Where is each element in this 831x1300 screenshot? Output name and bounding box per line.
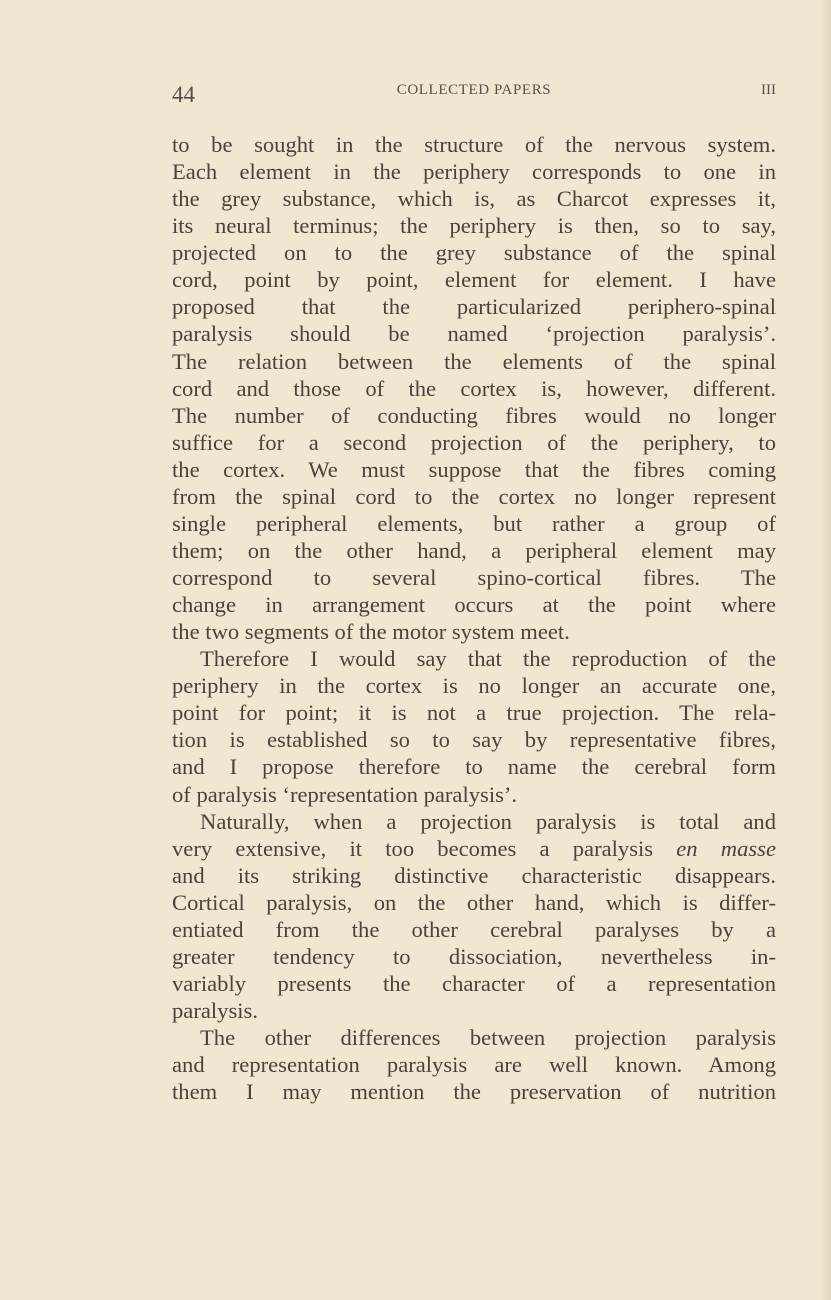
text-line: projected on to the grey substance of the spinal bbox=[172, 240, 776, 266]
running-title: COLLECTED PAPERS bbox=[396, 82, 552, 98]
text-line: the grey substance, which is, as Charcot expresses it, bbox=[172, 186, 776, 212]
text-line: greater tendency to dissociation, nevertheless in- bbox=[172, 943, 776, 969]
text-line: cord and those of the cortex is, however, different. bbox=[172, 375, 776, 401]
text-line: from the spinal cord to the cortex no longer represent bbox=[172, 483, 776, 509]
paragraph-end-line: of paralysis ‘representation paralysis’. bbox=[172, 781, 518, 807]
text-line: and its striking distinctive characteristic disappears. bbox=[172, 862, 776, 888]
paragraph-start-line: Naturally, when a projection paralysis is total and bbox=[200, 808, 776, 834]
text-line bbox=[172, 835, 776, 862]
text-line: tion is established so to say by representative fibres, bbox=[172, 727, 776, 753]
italic-phrase: en masse bbox=[676, 835, 777, 861]
text-line: the cortex. We must suppose that the fibres coming bbox=[172, 456, 776, 482]
text-line: The number of conducting fibres would no longer bbox=[172, 402, 776, 428]
text-line: entiated from the other cerebral paralyses by a bbox=[172, 916, 776, 942]
text-line: them I may mention the preservation of nutrition bbox=[172, 1079, 776, 1105]
text-line: paralysis should be named ‘projection paralysis’. bbox=[172, 321, 776, 347]
paragraph-end-line: paralysis. bbox=[172, 998, 258, 1023]
paragraph-start-line: The other differences between projection paralysis bbox=[200, 1025, 776, 1051]
text-line: Cortical paralysis, on the other hand, which is differ- bbox=[172, 889, 776, 915]
running-head bbox=[172, 80, 776, 110]
page-edge-shadow bbox=[819, 0, 831, 1300]
text-line: proposed that the particularized periphero-spinal bbox=[172, 294, 776, 320]
text-line: suffice for a second projection of the periphery, to bbox=[172, 429, 776, 455]
text-line: The relation between the elements of the spinal bbox=[172, 348, 776, 374]
text-line: single peripheral elements, but rather a group of bbox=[172, 510, 776, 536]
text-line: and representation paralysis are well known. Among bbox=[172, 1052, 776, 1078]
body-text bbox=[172, 131, 776, 1105]
text-line: variably presents the character of a representation bbox=[172, 970, 776, 996]
section-number: III bbox=[761, 82, 776, 98]
text-line: change in arrangement occurs at the point where bbox=[172, 592, 776, 618]
text-line: to be sought in the structure of the nervous system. bbox=[172, 132, 776, 157]
text-line: correspond to several spino-cortical fibres. The bbox=[172, 565, 776, 590]
text-line: cord, point by point, element for element. I have bbox=[172, 267, 776, 293]
text-line: point for point; it is not a true projection. The rela- bbox=[172, 700, 776, 726]
page-number: 44 bbox=[172, 82, 195, 107]
text-line: them; on the other hand, a peripheral element may bbox=[172, 537, 776, 563]
paragraph-end-line: the two segments of the motor system meet. bbox=[172, 619, 570, 645]
text-line: its neural terminus; the periphery is then, so to say, bbox=[172, 213, 776, 239]
paragraph-start-line: Therefore I would say that the reproduction of the bbox=[200, 646, 776, 672]
text-line: Each element in the periphery corresponds to one in bbox=[172, 159, 776, 185]
text-line: and I propose therefore to name the cerebral form bbox=[172, 754, 776, 780]
text-line: periphery in the cortex is no longer an accurate one, bbox=[172, 673, 776, 699]
text-segment: very extensive, it too becomes a paralysis bbox=[172, 835, 677, 861]
